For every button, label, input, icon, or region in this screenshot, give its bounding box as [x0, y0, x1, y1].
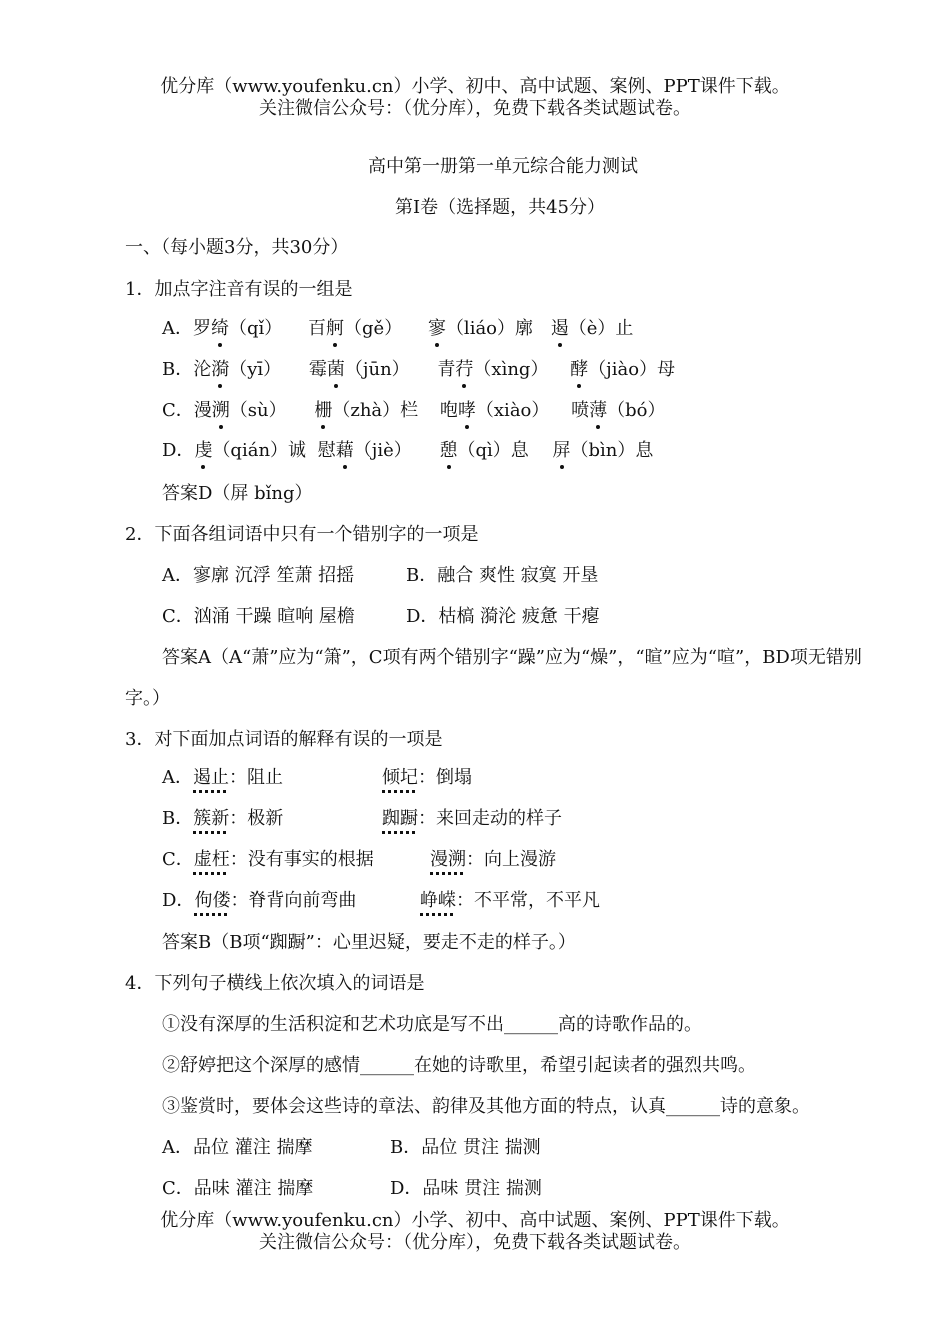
q2-stem: 2．下面各组词语中只有一个错别字的一项是	[125, 524, 479, 545]
q2-answer-line-1: 答案A（A“萧”应为“箫”，C项有两个错别字“躁”应为“燥”，“暄”应为“喧”，BD项无错别	[162, 647, 862, 668]
text: （bó）	[607, 400, 666, 421]
dotted-char: 屏	[552, 440, 571, 461]
text: A．	[162, 767, 193, 788]
dotted-char: 虔	[194, 440, 213, 461]
dotted-char: 菌	[326, 359, 345, 380]
dotted-word: 虚枉	[193, 849, 230, 870]
q2-option-a: A．寥廓 沉浮 笙萧 招摇	[162, 565, 355, 586]
page-subtitle: 第Ⅰ卷（选择题，共45分）	[395, 197, 606, 218]
text: A．罗	[162, 318, 211, 339]
text: ：阻止	[229, 767, 283, 788]
text: （qián）诚	[212, 440, 307, 461]
q1-answer: 答案D（屏 bǐng）	[162, 483, 313, 504]
text: （yī）	[229, 359, 282, 380]
text: C．	[162, 849, 194, 870]
dotted-char: 藉	[335, 440, 354, 461]
q1-option-d	[162, 440, 653, 462]
dotted-char: 溯	[211, 400, 230, 421]
text: （jūn）	[344, 359, 410, 380]
q4-sentence-1: ①没有深厚的生活积淀和艺术功底是写不出______高的诗歌作品的。	[162, 1014, 702, 1035]
dotted-char: 酵	[570, 359, 589, 380]
q1-option-c	[162, 400, 665, 422]
q3-option-a-left	[162, 767, 283, 789]
header-line-1: 优分库（www.youfenku.cn）小学、初中、高中试题、案例、PPT课件下载。	[160, 76, 790, 97]
q4-option-c: C．品味 灌注 揣摩	[162, 1178, 314, 1199]
text: （liáo）廓	[445, 318, 534, 339]
text: （zhà）栏	[332, 400, 419, 421]
q4-sentence-3: ③鉴赏时，要体会这些诗的章法、韵律及其他方面的特点，认真______诗的意象。	[162, 1096, 810, 1117]
q4-stem: 4．下列句子横线上依次填入的词语是	[125, 973, 425, 994]
text: 慰	[317, 440, 336, 461]
text: （xiào）	[475, 400, 550, 421]
text: ：向上漫游	[466, 849, 556, 870]
dotted-word: 漫溯	[430, 849, 466, 870]
q3-option-c-right	[430, 849, 556, 871]
q3-option-b-left	[162, 808, 283, 830]
dotted-char: 憩	[439, 440, 458, 461]
text: ：不平常，不平凡	[456, 890, 600, 911]
text: D．	[162, 440, 195, 461]
text: （gě）	[344, 318, 403, 339]
dotted-char: 漪	[211, 359, 230, 380]
q2-answer-line-2: 字。）	[125, 688, 170, 709]
text: （sù）	[229, 400, 287, 421]
text: （bìn）息	[570, 440, 654, 461]
text: ：没有事实的根据	[229, 849, 374, 870]
q3-option-d-right	[420, 890, 600, 912]
q4-option-a: A．品位 灌注 揣摩	[162, 1137, 313, 1158]
dotted-char: 寥	[427, 318, 446, 339]
page-title: 高中第一册第一单元综合能力测试	[368, 156, 638, 177]
text: （qì）息	[457, 440, 529, 461]
text: 咆	[439, 400, 458, 421]
footer-line-1: 优分库（www.youfenku.cn）小学、初中、高中试题、案例、PPT课件下载。	[160, 1210, 790, 1231]
dotted-char: 栅	[314, 400, 333, 421]
q3-option-a-right	[382, 767, 472, 789]
text: （è）止	[568, 318, 634, 339]
text: C．漫	[162, 400, 212, 421]
q3-option-b-right	[382, 808, 562, 830]
q1-stem: 1．加点字注音有误的一组是	[125, 279, 353, 300]
dotted-word: 峥嵘	[420, 890, 456, 911]
dotted-word: 踟蹰	[382, 808, 418, 829]
text: ：脊背向前弯曲	[230, 890, 357, 911]
dotted-char: 哮	[457, 400, 476, 421]
text: 百	[308, 318, 327, 339]
dotted-char: 绮	[211, 318, 229, 339]
text: ：极新	[229, 808, 284, 829]
text: B．沦	[162, 359, 212, 380]
q2-option-d: D．枯槁 漪沦 疲惫 干瘪	[406, 606, 600, 627]
q4-option-d: D．品味 贯注 揣测	[390, 1178, 542, 1199]
text: 霉	[308, 359, 327, 380]
text: （xìng）	[473, 359, 549, 380]
text: 青	[437, 359, 456, 380]
section-heading: 一、（每小题3分，共30分）	[125, 237, 349, 258]
q2-option-b: B．融合 爽性 寂寞 开垦	[406, 565, 599, 586]
dotted-word: 佝偻	[194, 890, 231, 911]
q3-stem: 3．对下面加点词语的解释有误的一项是	[125, 729, 443, 750]
text: ：倒塌	[418, 767, 472, 788]
text: （jiè）	[353, 440, 412, 461]
text: （jiào）母	[588, 359, 676, 380]
dotted-word: 倾圮	[382, 767, 418, 788]
text: D．	[162, 890, 195, 911]
q3-option-c-left	[162, 849, 374, 871]
dotted-char: 舸	[326, 318, 345, 339]
footer-line-2: 关注微信公众号：（优分库），免费下载各类试题试卷。	[259, 1232, 691, 1253]
header-line-2: 关注微信公众号：（优分库），免费下载各类试题试卷。	[259, 98, 691, 119]
text: （qǐ）	[229, 318, 283, 339]
dotted-word: 簇新	[193, 808, 230, 829]
q4-option-b: B．品位 贯注 揣测	[390, 1137, 541, 1158]
text: B．	[162, 808, 194, 829]
dotted-word: 遏止	[193, 767, 229, 788]
q1-option-a	[162, 318, 633, 340]
q1-option-b	[162, 359, 675, 381]
q2-option-c: C．汹涌 干躁 暄响 屋檐	[162, 606, 355, 627]
q4-sentence-2: ②舒婷把这个深厚的感情______在她的诗歌里，希望引起读者的强烈共鸣。	[162, 1055, 756, 1076]
dotted-char: 薄	[589, 400, 608, 421]
dotted-char: 荇	[455, 359, 474, 380]
dotted-char: 遏	[550, 318, 569, 339]
text: ：来回走动的样子	[418, 808, 562, 829]
q3-answer: 答案B（B项“踟蹰”：心里迟疑，要走不走的样子。）	[162, 932, 576, 953]
text: 喷	[571, 400, 590, 421]
q3-option-d-left	[162, 890, 356, 912]
